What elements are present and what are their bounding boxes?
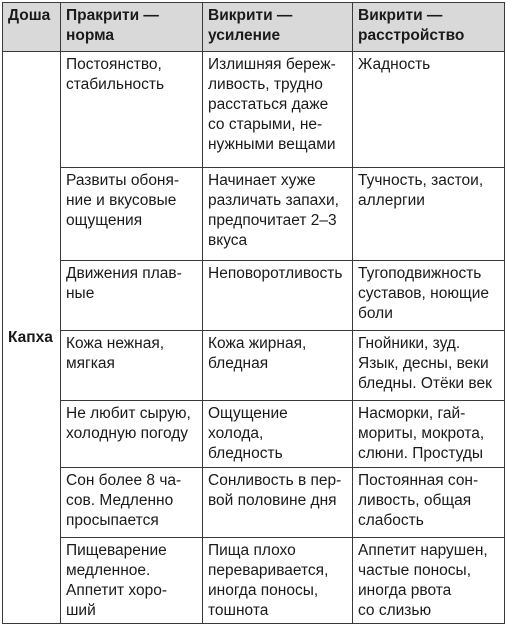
vikriti-disorder-cell: Аппетит нарушен, частые поносы, иногда рвота со слизью — [353, 538, 505, 624]
prakriti-cell: Движения плав- ные — [61, 261, 203, 331]
dosha-name: Капха — [3, 52, 61, 624]
vikriti-increase-cell: Ощущение холода, бледность — [203, 401, 353, 468]
header-row — [3, 3, 505, 52]
prakriti-cell: Пищеварение медленное. Аппетит хоро- ший — [61, 538, 203, 624]
dosha-table — [2, 2, 505, 624]
prakriti-cell: Постоянство, стабильность — [61, 52, 203, 168]
vikriti-disorder-cell: Тугоподвижность суставов, ноющие боли — [353, 261, 505, 331]
vikriti-increase-cell: Начинает хуже различать запахи, предпочитает 2–3 вкуса — [203, 168, 353, 261]
vikriti-disorder-cell: Тучность, застои, аллергии — [353, 168, 505, 261]
table-row — [3, 331, 505, 401]
prakriti-cell: Сон более 8 ча- сов. Медленно просыпается — [61, 468, 203, 538]
table-row — [3, 52, 505, 168]
header-dosha: Доша — [3, 3, 61, 52]
table-row — [3, 538, 505, 624]
vikriti-increase-cell: Кожа жирная, бледная — [203, 331, 353, 401]
table-row — [3, 401, 505, 468]
vikriti-increase-cell: Неповоротливость — [203, 261, 353, 331]
header-vikriti-increase: Викрити — усиление — [203, 3, 353, 52]
vikriti-disorder-cell: Насморки, гай- мориты, мокрота, слюни. Простуды — [353, 401, 505, 468]
table-row — [3, 468, 505, 538]
header-vikriti-disorder: Викрити — расстройство — [353, 3, 505, 52]
header-prakriti: Пракрити — норма — [61, 3, 203, 52]
vikriti-disorder-cell: Постоянная сон- ливость, общая слабость — [353, 468, 505, 538]
prakriti-cell: Развиты обоня- ние и вкусовые ощущения — [61, 168, 203, 261]
vikriti-increase-cell: Пища плохо переваривается, иногда поносы, тошнота — [203, 538, 353, 624]
table-row — [3, 261, 505, 331]
prakriti-cell: Не любит сырую, холодную погоду — [61, 401, 203, 468]
vikriti-increase-cell: Сонливость в пер- вой половине дня — [203, 468, 353, 538]
vikriti-increase-cell: Излишняя береж- ливость, трудно расстаться даже со старыми, не- нужными вещами — [203, 52, 353, 168]
table-row — [3, 168, 505, 261]
vikriti-disorder-cell: Жадность — [353, 52, 505, 168]
prakriti-cell: Кожа нежная, мягкая — [61, 331, 203, 401]
vikriti-disorder-cell: Гнойники, зуд. Язык, десны, веки бледны. Отёки век — [353, 331, 505, 401]
